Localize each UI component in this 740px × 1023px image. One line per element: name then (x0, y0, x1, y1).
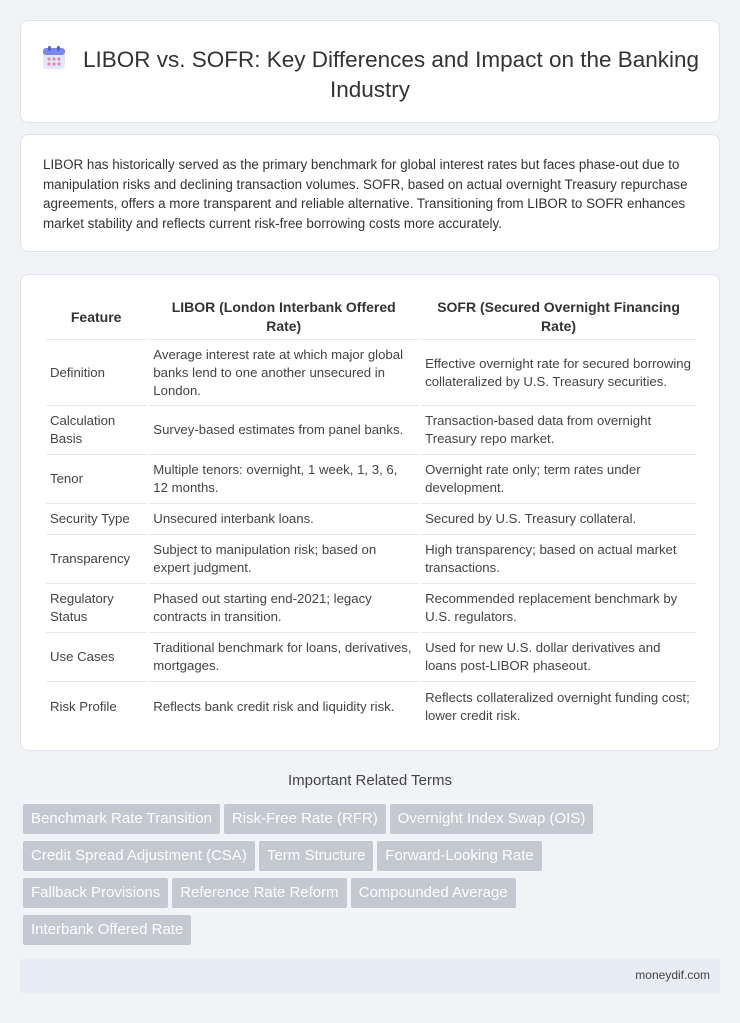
libor-cell: Survey-based estimates from panel banks. (149, 406, 418, 455)
tag-row (23, 804, 723, 841)
table-row (46, 535, 696, 584)
related-terms-heading: Important Related Terms (288, 772, 452, 789)
feature-cell: Transparency (46, 535, 146, 584)
term-tag[interactable]: Term Structure (259, 841, 373, 871)
footer (20, 959, 720, 993)
table-header-row (46, 295, 696, 340)
tag-row (23, 878, 723, 915)
libor-cell: Reflects bank credit risk and liquidity risk. (153, 698, 395, 714)
feature-cell: Risk Profile (50, 698, 117, 714)
sofr-cell: Transaction-based data from overnight Treasury repo market. (421, 406, 696, 455)
libor-cell: Multiple tenors: overnight, 1 week, 1, 3, 6, 12 months. (149, 455, 418, 504)
term-tag[interactable]: Overnight Index Swap (OIS) (390, 804, 594, 834)
table-row (46, 633, 696, 682)
libor-cell: Unsecured interbank loans. (149, 504, 418, 535)
term-tag[interactable]: Forward-Looking Rate (377, 841, 541, 871)
term-tag[interactable]: Interbank Offered Rate (23, 915, 191, 945)
intro-paragraph: LIBOR has historically served as the primary benchmark for global interest rates but faces phase-out due to manipulation risks and declining transaction volumes. SOFR, based on actual overnight Treasury repurchase agreements, offers a more transparent and reliable alternative. Transitioning from LIBOR to SOFR enhances market stability and reflects current risk-free borrowing costs more accurately. (43, 157, 688, 231)
sofr-cell: Used for new U.S. dollar derivatives and loans post-LIBOR phaseout. (421, 633, 696, 682)
libor-cell: Phased out starting end-2021; legacy contracts in transition. (149, 584, 418, 633)
feature-cell: Definition (46, 340, 146, 406)
feature-cell: Tenor (46, 455, 146, 504)
term-tag[interactable]: Benchmark Rate Transition (23, 804, 220, 834)
table-row (46, 455, 696, 504)
libor-cell: Subject to manipulation risk; based on expert judgment. (149, 535, 418, 584)
term-tag[interactable]: Fallback Provisions (23, 878, 168, 908)
page-title (21, 45, 719, 105)
term-tag[interactable]: Compounded Average (351, 878, 516, 908)
libor-cell: Traditional benchmark for loans, derivatives, mortgages. (149, 633, 418, 682)
table-row (46, 406, 696, 455)
term-tag[interactable]: Risk-Free Rate (RFR) (224, 804, 386, 834)
calendar-icon (41, 45, 67, 71)
feature-cell: Calculation Basis (46, 406, 146, 455)
feature-cell: Use Cases (46, 633, 146, 682)
table-row (46, 340, 696, 406)
header-libor: LIBOR (London Interbank Offered Rate) (149, 295, 418, 340)
sofr-cell: High transparency; based on actual market transactions. (421, 535, 696, 584)
related-terms-list (23, 804, 723, 952)
sofr-cell: Secured by U.S. Treasury collateral. (421, 504, 696, 535)
comparison-table (43, 295, 699, 731)
intro-card (20, 134, 720, 252)
footer-site[interactable]: moneydif.com (635, 968, 710, 982)
title-card (20, 20, 720, 123)
header-sofr: SOFR (Secured Overnight Financing Rate) (421, 295, 696, 340)
table-row (46, 682, 696, 731)
page-title-text: LIBOR vs. SOFR: Key Differences and Impact on the Banking Industry (82, 47, 700, 102)
sofr-cell: Effective overnight rate for secured borrowing collateralized by U.S. Treasury securities. (421, 340, 696, 406)
sofr-cell: Overnight rate only; term rates under development. (421, 455, 696, 504)
tag-row (23, 915, 723, 952)
term-tag[interactable]: Reference Rate Reform (172, 878, 346, 908)
header-feature: Feature (46, 295, 146, 340)
feature-cell: Security Type (46, 504, 146, 535)
table-row (46, 584, 696, 633)
term-tag[interactable]: Credit Spread Adjustment (CSA) (23, 841, 255, 871)
tag-row (23, 841, 723, 878)
libor-cell: Average interest rate at which major global banks lend to one another unsecured in London. (149, 340, 418, 406)
comparison-table-card (20, 274, 720, 751)
sofr-cell: Reflects collateralized overnight funding cost; lower credit risk. (425, 689, 690, 723)
table-row (46, 504, 696, 535)
sofr-cell: Recommended replacement benchmark by U.S. regulators. (421, 584, 696, 633)
feature-cell: Regulatory Status (46, 584, 146, 633)
